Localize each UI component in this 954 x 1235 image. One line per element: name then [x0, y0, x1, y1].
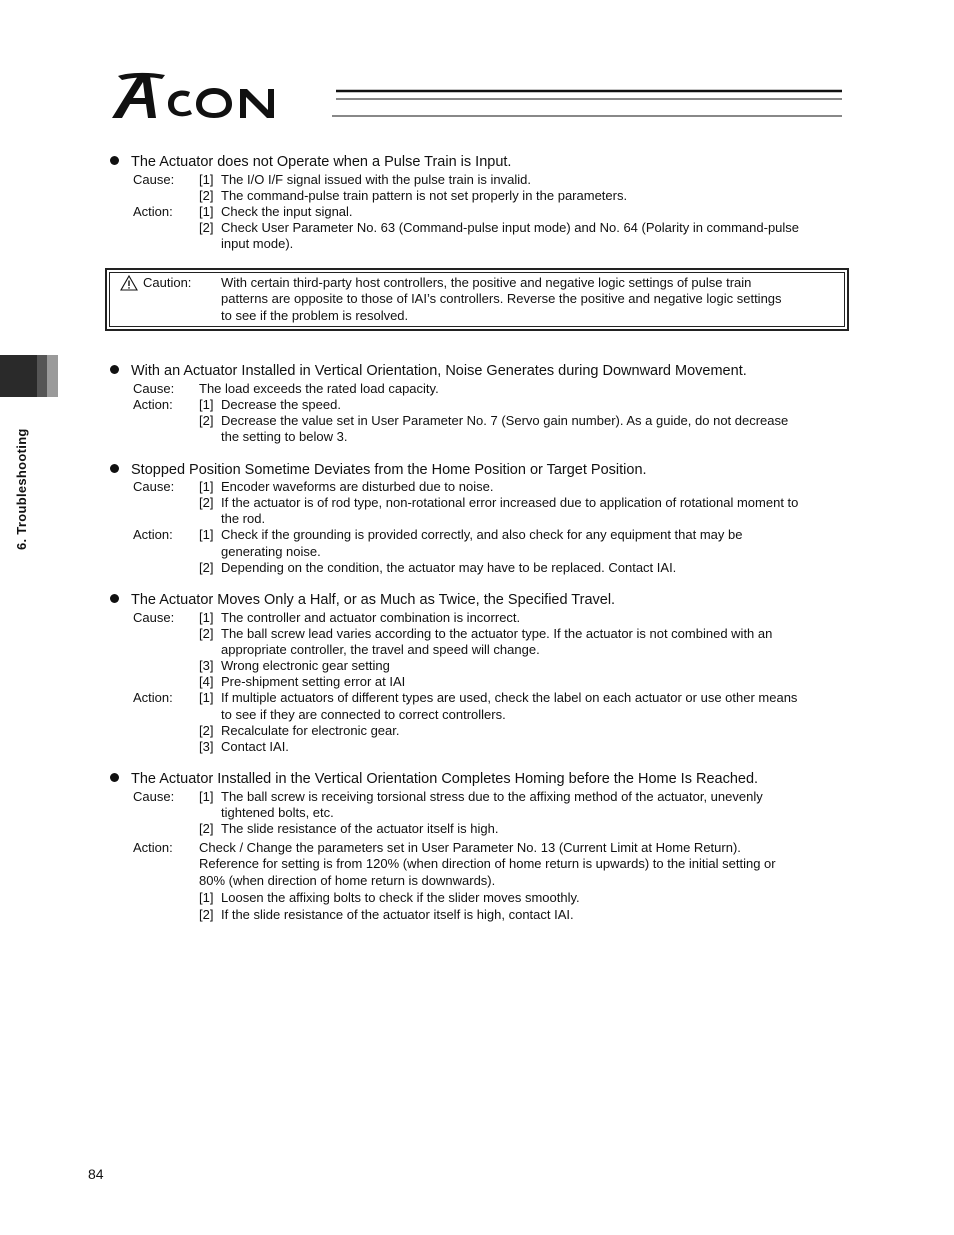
item-text: Depending on the condition, the actuator may have to be replaced. Contact IAI. — [221, 560, 677, 575]
item-num: [3] — [199, 739, 214, 754]
chapter-tab-dark — [0, 355, 37, 397]
item-text: Encoder waveforms are disturbed due to noise. — [221, 479, 494, 494]
warning-icon — [120, 275, 138, 296]
item-num: [1] — [199, 690, 214, 705]
action-text: Reference for setting is from 120% (when direction of home return is upwards) to the initial setting or — [199, 856, 776, 871]
cause-label: Cause: — [133, 172, 175, 187]
cause-label: Cause: — [133, 610, 175, 625]
bullet-icon — [110, 773, 119, 782]
bullet-icon — [110, 464, 119, 473]
section-title: Stopped Position Sometime Deviates from the Home Position or Target Position. — [110, 461, 647, 479]
acon-logo — [110, 70, 850, 122]
bullet-icon — [110, 156, 119, 165]
item-text: The controller and actuator combination is incorrect. — [221, 610, 521, 625]
item-num: [2] — [199, 723, 214, 738]
item-text-cont: input mode). — [221, 236, 294, 251]
action-label: Action: — [133, 527, 173, 542]
chapter-label — [14, 410, 34, 550]
item-text: Wrong electronic gear setting — [221, 658, 390, 673]
item-num: [1] — [199, 527, 214, 542]
section-title: The Actuator does not Operate when a Pulse Train is Input. — [110, 153, 511, 171]
item-num: [1] — [199, 610, 214, 625]
item-text: Decrease the value set in User Parameter No. 7 (Servo gain number). As a guide, do not decrease — [221, 413, 789, 428]
item-num: [2] — [199, 413, 214, 428]
item-text: The I/O I/F signal issued with the pulse train is invalid. — [221, 172, 531, 187]
item-num: [2] — [199, 560, 214, 575]
item-text: If the actuator is of rod type, non-rotational error increased due to application of rotational moment to — [221, 495, 799, 510]
item-text: Recalculate for electronic gear. — [221, 723, 400, 738]
chapter-tab-light — [47, 355, 58, 397]
section-title: The Actuator Installed in the Vertical Orientation Completes Homing before the Home Is Reached. — [110, 770, 758, 788]
item-text: Pre-shipment setting error at IAI — [221, 674, 406, 689]
item-text-cont: the setting to below 3. — [221, 429, 348, 444]
section-title: With an Actuator Installed in Vertical Orientation, Noise Generates during Downward Movement. — [110, 362, 747, 380]
item-text: The command-pulse train pattern is not set properly in the parameters. — [221, 188, 628, 203]
cause-label: Cause: — [133, 789, 175, 804]
chapter-label-text: 6. Troubleshooting — [14, 428, 29, 550]
item-text: The slide resistance of the actuator itself is high. — [221, 821, 499, 836]
cause-label: Cause: — [133, 479, 175, 494]
cause-label: Cause: — [133, 381, 175, 396]
item-text: Check the input signal. — [221, 204, 353, 219]
caution-box — [105, 268, 849, 331]
item-text: Loosen the affixing bolts to check if the slider moves smoothly. — [221, 890, 580, 905]
item-text: The load exceeds the rated load capacity. — [199, 381, 439, 396]
item-text: The ball screw lead varies according to the actuator type. If the actuator is not combined with an — [221, 626, 773, 641]
item-num: [2] — [199, 821, 214, 836]
action-label: Action: — [133, 690, 173, 705]
item-text-cont: the rod. — [221, 511, 266, 526]
chapter-tab-mid — [37, 355, 47, 397]
item-text: If multiple actuators of different types are used, check the label on each actuator or use other means — [221, 690, 798, 705]
page-number: 84 — [88, 1166, 104, 1182]
item-num: [1] — [199, 890, 214, 905]
caution-label: Caution: — [143, 275, 192, 290]
item-num: [2] — [199, 188, 214, 203]
caution-line: patterns are opposite to those of IAI’s controllers. Reverse the positive and negative logic settings — [221, 291, 782, 306]
item-text-cont: tightened bolts, etc. — [221, 805, 334, 820]
item-text: Decrease the speed. — [221, 397, 341, 412]
bullet-icon — [110, 594, 119, 603]
action-text: 80% (when direction of home return is downwards). — [199, 873, 496, 888]
item-text: Check if the grounding is provided correctly, and also check for any equipment that may be — [221, 527, 743, 542]
item-num: [1] — [199, 172, 214, 187]
item-num: [4] — [199, 674, 214, 689]
item-text: If the slide resistance of the actuator itself is high, contact IAI. — [221, 907, 574, 922]
item-num: [1] — [199, 479, 214, 494]
item-num: [1] — [199, 204, 214, 219]
section-title: The Actuator Moves Only a Half, or as Much as Twice, the Specified Travel. — [110, 591, 615, 609]
item-num: [2] — [199, 495, 214, 510]
item-num: [2] — [199, 626, 214, 641]
item-num: [1] — [199, 397, 214, 412]
bullet-icon — [110, 365, 119, 374]
item-num: [2] — [199, 220, 214, 235]
action-label: Action: — [133, 840, 173, 855]
item-text: The ball screw is receiving torsional stress due to the affixing method of the actuator, unevenly — [221, 789, 763, 804]
item-text-cont: generating noise. — [221, 544, 321, 559]
item-num: [2] — [199, 907, 214, 922]
item-text: Contact IAI. — [221, 739, 289, 754]
caution-line: to see if the problem is resolved. — [221, 308, 409, 323]
item-num: [1] — [199, 789, 214, 804]
item-num: [3] — [199, 658, 214, 673]
caution-line: With certain third-party host controllers, the positive and negative logic settings of pulse train — [221, 275, 752, 290]
action-text: Check / Change the parameters set in User Parameter No. 13 (Current Limit at Home Return). — [199, 840, 741, 855]
item-text-cont: to see if they are connected to correct controllers. — [221, 707, 506, 722]
item-text-cont: appropriate controller, the travel and speed will change. — [221, 642, 540, 657]
item-text: Check User Parameter No. 63 (Command-pulse input mode) and No. 64 (Polarity in command-pulse — [221, 220, 800, 235]
action-label: Action: — [133, 204, 173, 219]
action-label: Action: — [133, 397, 173, 412]
